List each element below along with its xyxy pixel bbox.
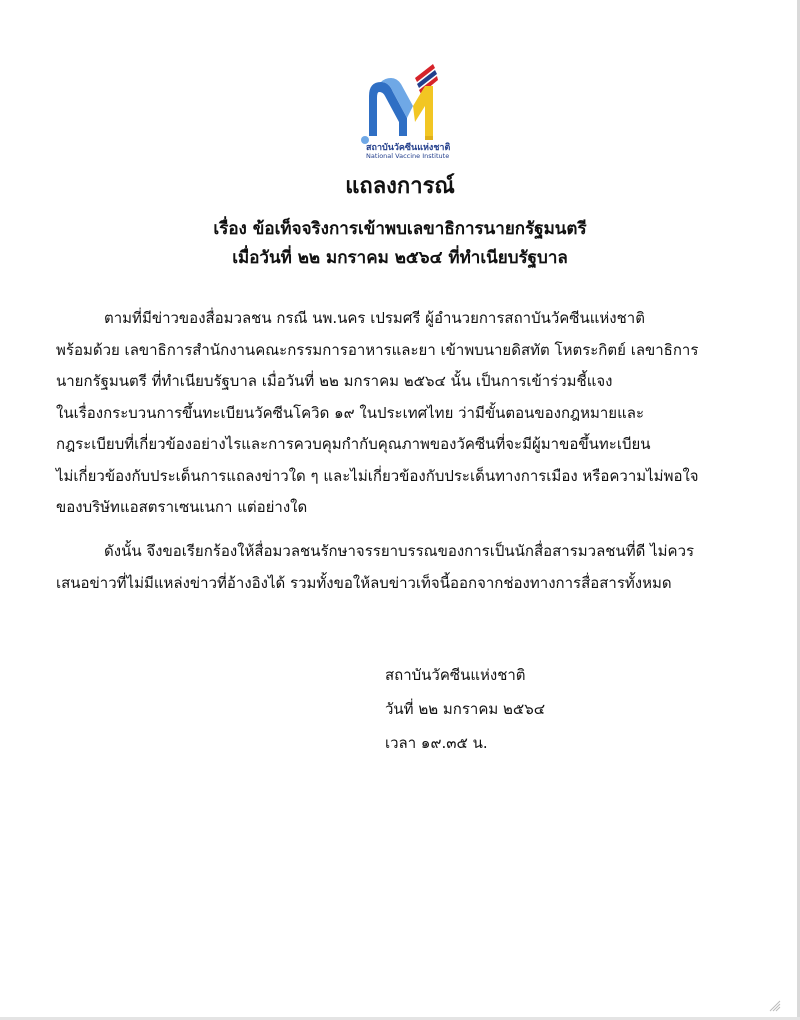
corner-mark-icon xyxy=(768,998,782,1012)
paragraph-2 xyxy=(56,536,756,599)
signature-block xyxy=(385,658,545,760)
paragraph-1-line: ไม่เกี่ยวข้องกับประเด็นการแถลงข่าวใด ๆ และไม่เกี่ยวข้องกับประเด็นทางการเมือง หรือความไม่พอใจ xyxy=(56,466,699,485)
paragraph-1-line: พร้อมด้วย เลขาธิการสำนักงานคณะกรรมการอาหารและยา เข้าพบนายดิสทัต โหตระกิตย์ เลขาธิการ xyxy=(56,340,699,359)
paragraph-2-line: ดังนั้น จึงขอเรียกร้องให้สื่อมวลชนรักษาจรรยาบรรณของการเป็นนักสื่อสารมวลชนที่ดี ไม่ควร xyxy=(104,542,695,560)
paragraph-2-line: เสนอข่าวที่ไม่มีแหล่งข่าวที่อ้างอิงได้ รวมทั้งขอให้ลบข่าวเท็จนี้ออกจากช่องทางการสื่อสารทั้งหมด xyxy=(56,573,672,592)
paragraph-1-line: กฎระเบียบที่เกี่ยวข้องอย่างไรและการควบคุมกำกับคุณภาพของวัคซีนที่จะมีผู้มาขอขึ้นทะเบียน xyxy=(56,435,651,453)
paragraph-1-line: ตามที่มีข่าวของสื่อมวลชน กรณี นพ.นคร เปรมศรี ผู้อำนวยการสถาบันวัคซีนแห่งชาติ xyxy=(104,309,645,327)
logo-org-name-en: National Vaccine Institute xyxy=(366,152,450,160)
paragraph-1-line: ของบริษัทแอสตราเซนเนกา แต่อย่างใด xyxy=(56,498,308,516)
signature-date: วันที่ ๒๒ มกราคม ๒๕๖๔ xyxy=(385,700,546,718)
paragraph-1-line: ในเรื่องกระบวนการขึ้นทะเบียนวัคซีนโควิด ๑๙ ในประเทศไทย ว่ามีขั้นตอนของกฎหมายและ xyxy=(56,403,645,422)
paragraph-1 xyxy=(56,303,756,524)
logo-org-name-th: สถาบันวัคซีนแห่งชาติ xyxy=(366,143,451,153)
signature-time: เวลา ๑๙.๓๕ น. xyxy=(385,734,488,752)
document-date-line: เมื่อวันที่ ๒๒ มกราคม ๒๕๖๔ ที่ทำเนียบรัฐบาล xyxy=(232,248,568,268)
paragraph-1-line: นายกรัฐมนตรี ที่ทำเนียบรัฐบาล เมื่อวันที่ ๒๒ มกราคม ๒๕๖๔ นั้น เป็นการเข้าร่วมชี้แจง xyxy=(56,372,613,390)
document-title: แถลงการณ์ xyxy=(345,174,455,199)
signature-org: สถาบันวัคซีนแห่งชาติ xyxy=(385,666,526,684)
document-subject: เรื่อง ข้อเท็จจริงการเข้าพบเลขาธิการนายกรัฐมนตรี xyxy=(213,219,587,239)
